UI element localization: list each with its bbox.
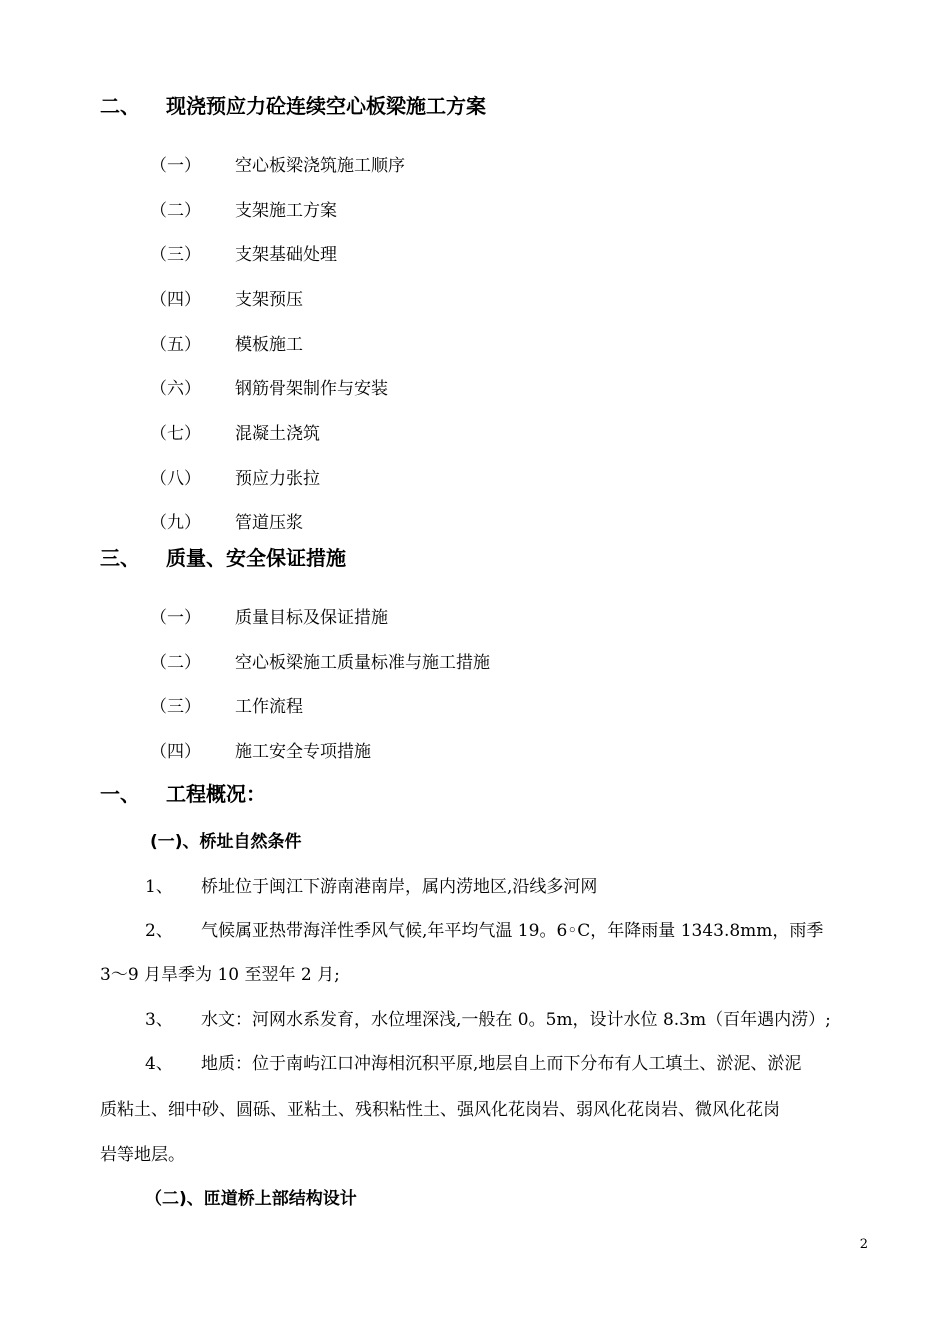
paragraph-text: 地质：位于南屿江口冲海相沉积平原,地层自上而下分布有人工填土、淤泥、淤泥 — [201, 1054, 802, 1074]
section1-number: 一、 — [100, 782, 140, 806]
subsection-title: （二)、匝道桥上部结构设计 — [145, 1189, 357, 1209]
toc-item-text: 混凝土浇筑 — [235, 424, 320, 444]
subsection-heading — [150, 827, 302, 852]
toc-item-number: （三） — [150, 697, 201, 717]
paragraph-continuation: 3～9 月旱季为 10 至翌年 2 月; — [100, 965, 340, 985]
toc-item-text: 支架基础处理 — [235, 245, 337, 265]
section3-number: 三、 — [100, 546, 140, 570]
toc-item-number: （六） — [150, 379, 201, 399]
toc-item-text: 预应力张拉 — [235, 469, 320, 489]
toc-item-text: 空心板梁浇筑施工顺序 — [235, 156, 405, 176]
toc-item-text: 钢筋骨架制作与安装 — [235, 379, 388, 399]
toc-item-text: 工作流程 — [235, 697, 303, 717]
page-number: 2 — [859, 1237, 868, 1252]
toc-item-text: 空心板梁施工质量标准与施工措施 — [235, 653, 490, 673]
section3-title: 质量、安全保证措施 — [166, 546, 346, 570]
toc-item-number: （一） — [150, 608, 201, 628]
paragraph-text: 桥址位于闽江下游南港南岸，属内涝地区,沿线多河网 — [201, 877, 598, 897]
toc-item-number: （一） — [150, 156, 201, 176]
toc-item-number: （五） — [150, 335, 201, 355]
toc-item-number: （二） — [150, 201, 201, 221]
paragraph-continuation: 质粘土、细中砂、圆砾、亚粘土、残积粘性土、强风化花岗岩、弱风化花岗岩、微风化花岗 — [100, 1100, 780, 1120]
toc-item-text: 支架施工方案 — [235, 201, 337, 221]
paragraph-number: 3、 — [145, 1010, 173, 1030]
subsection-heading — [145, 1184, 357, 1209]
toc-item-number: （二） — [150, 653, 201, 673]
paragraph-number: 1、 — [145, 877, 173, 897]
paragraph-text: 气候属亚热带海洋性季风气候,年平均气温 19。6◦C，年降雨量 1343.8mm，雨季 — [201, 921, 824, 941]
toc-item-number: （四） — [150, 742, 201, 762]
section2-number: 二、 — [100, 94, 140, 118]
toc-item-number: （三） — [150, 245, 201, 265]
toc-item-number: （九） — [150, 513, 201, 533]
toc-item-number: （八） — [150, 469, 201, 489]
subsection-title: (一)、桥址自然条件 — [150, 832, 302, 852]
toc-item-text: 质量目标及保证措施 — [235, 608, 388, 628]
toc-item-number: （四） — [150, 290, 201, 310]
section1-title: 工程概况： — [166, 782, 266, 806]
toc-item-text: 管道压浆 — [235, 513, 303, 533]
paragraph-continuation: 岩等地层。 — [100, 1145, 185, 1165]
section2-title: 现浇预应力砼连续空心板梁施工方案 — [166, 94, 486, 118]
paragraph-number: 4、 — [145, 1054, 173, 1074]
toc-item-number: （七） — [150, 424, 201, 444]
toc-item-text: 施工安全专项措施 — [235, 742, 371, 762]
toc-item-text: 支架预压 — [235, 290, 303, 310]
paragraph-number: 2、 — [145, 921, 173, 941]
paragraph-text: 水文：河网水系发育，水位埋深浅,一般在 0。5m，设计水位 8.3m（百年遇内涝）; — [201, 1010, 831, 1030]
toc-item-text: 模板施工 — [235, 335, 303, 355]
